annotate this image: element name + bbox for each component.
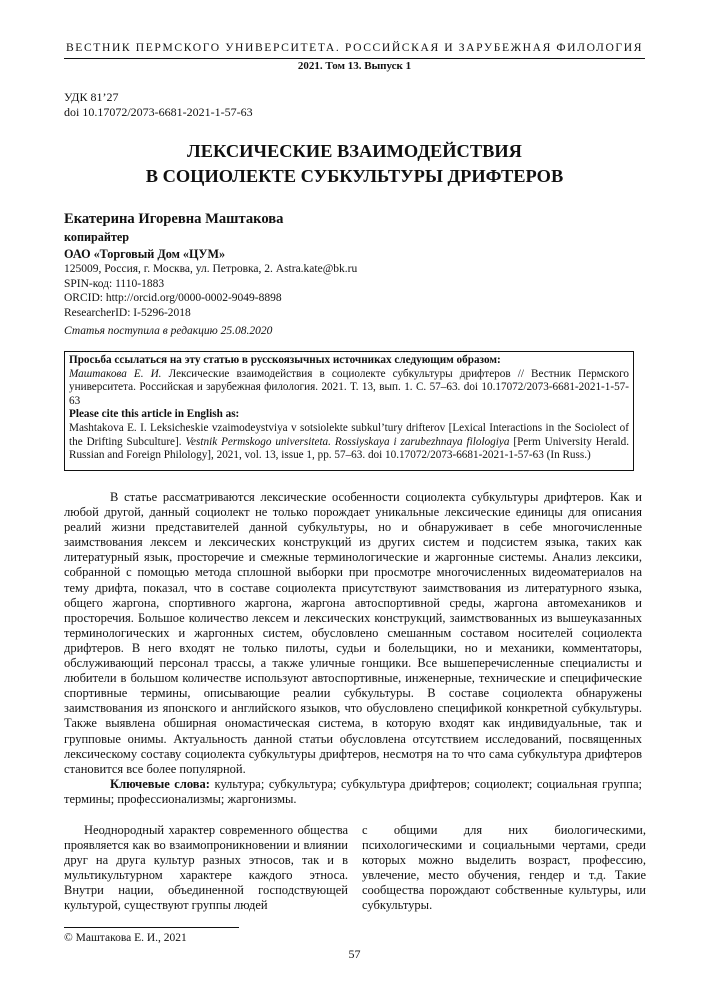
title-line-1: ЛЕКСИЧЕСКИЕ ВЗАИМОДЕЙСТВИЯ (187, 141, 522, 161)
received-date: Статья поступила в редакцию 25.08.2020 (64, 325, 273, 337)
body-column-left: Неоднородный характер современного общества проявляется как во взаимопроникновении и влиянии друг на друга культур разных этносов, так и в мультикультурном характере каждого этноса. Внутри нации, объединенной господствующей культурой, существуют группы людей (64, 823, 348, 913)
citation-ru (69, 368, 629, 409)
author-name: Екатерина Игоревна Маштакова (64, 211, 284, 227)
udk-code: УДК 81’27 (64, 90, 119, 104)
citation-ru-text: Лексические взаимодействия в социолекте субкультуры дрифтеров // Вестник Пермского университета. Российская и зарубежная филология. 2021. Т. 13, вып. 1. С. 57–63. doi 10.17072/2073-6681-2021-1-57-63 (69, 367, 629, 407)
keywords-label: Ключевые слова: (110, 776, 210, 791)
author-position: копирайтер (64, 230, 130, 244)
author-researcher-id: ResearcherID: I-5296-2018 (64, 306, 191, 319)
header-rule (64, 58, 645, 59)
article-title (64, 139, 645, 189)
footnote-rule (64, 927, 239, 928)
citation-en-heading: Please cite this article in English as: (69, 408, 240, 421)
citation-en-journal: Vestnik Permskogo universiteta. Rossiyskaya i zarubezhnaya filologiya (185, 435, 510, 448)
title-line-2: В СОЦИОЛЕКТЕ СУБКУЛЬТУРЫ ДРИФТЕРОВ (145, 166, 564, 186)
page-number: 57 (348, 947, 361, 961)
author-orcid: ORCID: http://orcid.org/0000-0002-9049-8898 (64, 292, 282, 304)
author-spin: SPIN-код: 1110-1883 (64, 277, 165, 290)
citation-ru-heading: Просьба ссылаться на эту статью в русскоязычных источниках следующим образом: (69, 354, 501, 366)
journal-title: ВЕСТНИК ПЕРМСКОГО УНИВЕРСИТЕТА. РОССИЙСКАЯ И ЗАРУБЕЖНАЯ ФИЛОЛОГИЯ (65, 41, 644, 54)
abstract (64, 490, 642, 807)
doi-line: doi 10.17072/2073-6681-2021-1-57-63 (64, 105, 253, 119)
keywords-list: культура; субкультура; субкультура дрифтеров; социолект; социальная группа; термины; профессионализмы; жаргонизмы. (64, 776, 642, 806)
citation-en-tail: [Perm University Herald. Russian and Foreign Philology], 2021, vol. 13, issue 1, pp. 57–63. doi 10.17072/2073-6681-2021-1-57-63 (In Russ.) (69, 435, 629, 462)
author-address: 125009, Россия, г. Москва, ул. Петровка, 2. Astra.kate@bk.ru (64, 263, 358, 275)
issue-line: 2021. Том 13. Выпуск 1 (297, 60, 412, 72)
author-block (64, 209, 644, 339)
body-column-right: с общими для них биологическими, психологическими и социальными чертами, среди которых можно выделить возраст, профессию, увлечение, место обучения, гендер и т.д. Такие сообщества порождают собственные культуры, или субкультуры. (362, 823, 646, 913)
citation-en-text: Mashtakova E. I. Leksicheskie vzaimodeystviya v sotsiolekte subkul’tury drifterov [Lexical Interactions in the Sociolect of the Drifting Subculture]. (69, 421, 629, 448)
keywords (64, 777, 642, 807)
abstract-text: В статье рассматриваются лексические особенности социолекта субкультуры дрифтеров. Как и любой другой, данный социолект не только порождает уникальные лексические единицы для описания реалий жизни представителей данной субкультуры, но и обнаруживает в себе многочисленные заимствования лексем и лексических конструкций из других систем и подсистем языка, таких как литературный язык, просторечие и смежные терминологические и жаргонные системы. Анализ лексики, собранной с помощью метода сплошной выборки при просмотре многочисленных видеоматериалов на тему дрифта, показал, что в составе социолекта присутствуют заимствования из литературного языка, общего жаргона, спортивного жаргона, жаргона автоспортивной среды, жаргона автомехаников и просторечия. Большое количество лексем и лексических конструкций, заимствованных из вышеуказанных терминологических и жаргонных систем, обусловлено смешанным составом носителей социолекта дрифтеров. В него входят не только пилоты, судьи и болельщики, но и механики, комментаторы, обслуживающий персонал трассы, а также уличные гонщики. Все вышеперечисленные специалисты и любители в большом количестве используют автоспортивные, инженерные, технические и специфические спортивные термины, описывающие реалии субкультуры. В составе социолекта обнаружены заимствования из японского и английского языков, что обусловлено спецификой конкретной субкультуры. Также выявлена обширная ономастическая система, в которую входят как индивидуальные, так и групповые онимы. Актуальность данной статьи обусловлена отсутствием исследований, посвященных лексическому составу социолекта субкультуры дрифтеров, несмотря на то что сама субкультура дрифтеров становится все более популярной. (64, 490, 642, 776)
citation-ru-author: Маштакова Е. И. (69, 367, 162, 380)
citation-box (64, 351, 634, 471)
article-meta (64, 90, 253, 120)
copyright-footnote: © Маштакова Е. И., 2021 (64, 932, 187, 944)
citation-en (69, 422, 629, 463)
author-organization: ОАО «Торговый Дом «ЦУМ» (64, 246, 226, 261)
